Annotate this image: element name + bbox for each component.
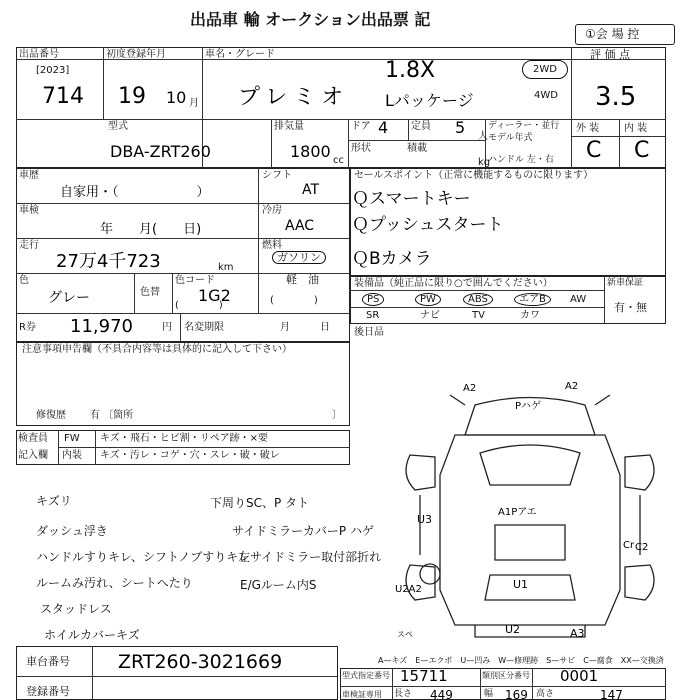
height-label: 高さ	[536, 689, 555, 699]
diagram-label-a2-right: A2	[565, 381, 579, 392]
reg-year: 19	[118, 84, 146, 109]
color-label: 色	[19, 275, 29, 286]
notes-label: 注意事項申告欄（不具合内容等は具体的に記入して下さい）	[22, 344, 292, 355]
fw-items: キズ・飛石・ヒビ割・リペア跡・×要	[100, 433, 268, 444]
fuel-paren: ( )	[270, 295, 318, 306]
recycle-value: 11,970	[70, 316, 133, 337]
history-label: 車歴	[19, 170, 39, 181]
diagram-label-spe: スペ	[397, 630, 413, 639]
type-cert-label: 型式指定番号	[342, 671, 390, 680]
cc-unit: cc	[333, 155, 344, 166]
width-value: 169	[505, 688, 528, 700]
note-left-1: キズリ	[36, 494, 72, 508]
name-change-label: 名変期限	[184, 322, 224, 333]
repair-end: 〕	[332, 410, 342, 421]
interior-value: C	[634, 138, 650, 163]
category-value: 0001	[560, 667, 599, 685]
handle-label: ハンドル 左・右	[488, 155, 554, 165]
note-left-2: ダッシュ浮き	[36, 524, 108, 538]
note-left-4: ルームみ汚れ、シートへたり	[36, 576, 193, 590]
equip-tv: TV	[472, 310, 485, 321]
equipment-label: 装備品（純正品に限り○で囲んでください）	[354, 278, 553, 289]
equip-pw: PW	[415, 293, 441, 306]
warranty-value: 有・無	[614, 301, 647, 314]
damage-legend: A—キズ E—エクボ U—凹み W—修理跡 S—サビ C—腐食 XX—交換済	[378, 656, 664, 665]
lot-label: 出品番号	[19, 49, 59, 60]
first-reg-label: 初度登録年月	[106, 49, 166, 60]
type-label: 型式	[108, 121, 128, 132]
chassis-value: ZRT260-3021669	[118, 651, 283, 673]
exterior-label: 外 装	[576, 123, 600, 134]
fuel-gasoline: ガソリン	[272, 251, 326, 264]
type-value: DBA-ZRT260	[110, 142, 211, 161]
venue-label: ①会 場 控	[585, 27, 640, 41]
drive-4wd: 4WD	[534, 90, 558, 101]
car-damage-diagram	[395, 375, 665, 645]
equip-airbag: エアB	[514, 293, 551, 306]
model-year-label: モデル年式	[488, 133, 533, 143]
ac-value: AAC	[285, 218, 315, 234]
capacity-label: 定員	[411, 121, 431, 132]
note-right-2: サイドミラーカバーP ハゲ	[232, 524, 374, 538]
recycle-label: R券	[19, 322, 36, 333]
shift-value: AT	[302, 182, 320, 198]
persons-unit: 人	[478, 131, 488, 142]
diagram-label-cr: Cr	[623, 540, 635, 551]
category-label: 類別区分番号	[482, 671, 530, 680]
displacement-mark: 1.8X	[385, 58, 436, 83]
height-value: 147	[600, 688, 623, 700]
displacement-label: 排気量	[274, 121, 304, 132]
ac-label: 冷房	[262, 205, 282, 216]
equip-abs: ABS	[463, 293, 493, 306]
km-unit: km	[218, 262, 234, 273]
equip-kawa: カワ	[520, 310, 540, 321]
sheet-title: 出品車 輸 オークション出品票 記	[190, 10, 431, 29]
note-right-1: 下周りSC、P タト	[210, 496, 310, 510]
note-left-6: ホイルカバーキズ	[44, 628, 140, 642]
equip-ps: PS	[362, 293, 384, 306]
load-label: 積載	[407, 143, 427, 154]
history-value: 自家用・（ ）	[60, 185, 210, 200]
displacement-value: 1800	[290, 142, 331, 161]
warranty-label: 新車保証	[607, 278, 644, 288]
color-swap-label: 色替	[140, 287, 160, 298]
shape-label: 形状	[351, 143, 371, 154]
inspection-label: 車検	[19, 205, 39, 216]
type-cert-value: 15711	[400, 667, 448, 685]
diagram-label-u1: U1	[513, 578, 529, 591]
entry-label: 記入欄	[18, 450, 48, 461]
capacity-value: 5	[455, 118, 466, 137]
diagram-label-a1p: A1Pアエ	[498, 507, 537, 518]
equip-sr: SR	[366, 310, 380, 321]
width-label: 幅	[484, 689, 494, 699]
sales-point-1: Ｑスマートキー	[352, 189, 471, 209]
color-value: グレー	[48, 290, 90, 306]
note-right-3: 左サイドミラー取付部折れ	[238, 550, 382, 564]
fuel-label: 燃料	[262, 240, 282, 251]
color-code-paren: ( )	[175, 300, 223, 311]
note-left-3: ハンドルすりキレ、シフトノブすりキレ	[36, 550, 251, 564]
chassis-label: 車台番号	[26, 655, 70, 668]
year-tag: [2023]	[36, 65, 70, 76]
score-label: 評 価 点	[590, 48, 630, 61]
note-right-4: E/Gルーム内S	[240, 578, 317, 592]
interior-check-label: 内装	[62, 450, 82, 461]
interior-label: 内 装	[624, 123, 648, 134]
sales-point-2: Ｑプッシュスタート	[352, 215, 504, 235]
equip-aw: AW	[570, 294, 587, 305]
doors-label: ドア	[351, 121, 371, 132]
vehicle-cert-label: 車検証専用	[342, 690, 382, 699]
name-change-value: 月 日	[280, 322, 330, 333]
inspection-value: 年 月( 日)	[100, 222, 202, 237]
reg-month: 10	[166, 88, 187, 107]
sales-points-label: セールスポイント（正常に機能するものに限ります）	[354, 170, 594, 181]
arrival-label: 後日品	[354, 327, 384, 338]
dealer-label: ディーラー・並行	[488, 121, 560, 131]
repair-label: 修復歴	[36, 410, 66, 421]
fuel-diesel: 軽 油	[286, 273, 319, 286]
diagram-label-u2: U2	[505, 623, 521, 636]
reg-no-label: 登録番号	[26, 685, 70, 698]
length-label: 長さ	[394, 689, 413, 699]
interior-items: キズ・汚レ・コゲ・穴・スレ・破・破レ	[100, 450, 280, 461]
fw-label: FW	[64, 433, 80, 444]
diagram-label-u2a2: U2A2	[395, 584, 422, 595]
kg-unit: kg	[478, 157, 491, 168]
month-unit: 月	[189, 98, 199, 109]
doors-value: 4	[378, 118, 389, 137]
diagram-label-u3: U3	[417, 513, 433, 526]
repair-value: 有 〔箇所	[90, 410, 134, 421]
diagram-label-c2: C2	[635, 542, 649, 553]
note-left-5: スタッドレス	[40, 602, 112, 616]
model-grade-label: 車名・グレード	[205, 49, 275, 60]
drive-2wd: 2WD	[522, 60, 568, 79]
lot-number: 714	[42, 84, 84, 109]
equip-navi: ナビ	[420, 310, 440, 321]
mileage-label: 走行	[19, 240, 39, 251]
diagram-label-a2-left: A2	[463, 383, 477, 394]
model-name: プレミオ	[238, 85, 350, 110]
sales-point-3: ＱBカメラ	[352, 249, 432, 269]
length-value: 449	[430, 688, 453, 700]
color-code-label: 色コード	[175, 275, 215, 286]
exterior-value: C	[586, 138, 602, 163]
grade: Lパッケージ	[385, 91, 474, 110]
shift-label: シフト	[262, 170, 292, 181]
diagram-label-p-hage: Pハゲ	[515, 401, 542, 412]
yen-unit: 円	[162, 322, 172, 333]
color-code-value: 1G2	[198, 286, 231, 305]
score: 3.5	[595, 82, 637, 112]
diagram-label-a3: A3	[570, 627, 585, 640]
mileage-value: 27万4千723	[56, 251, 161, 272]
inspector-label: 検査員	[18, 433, 48, 444]
